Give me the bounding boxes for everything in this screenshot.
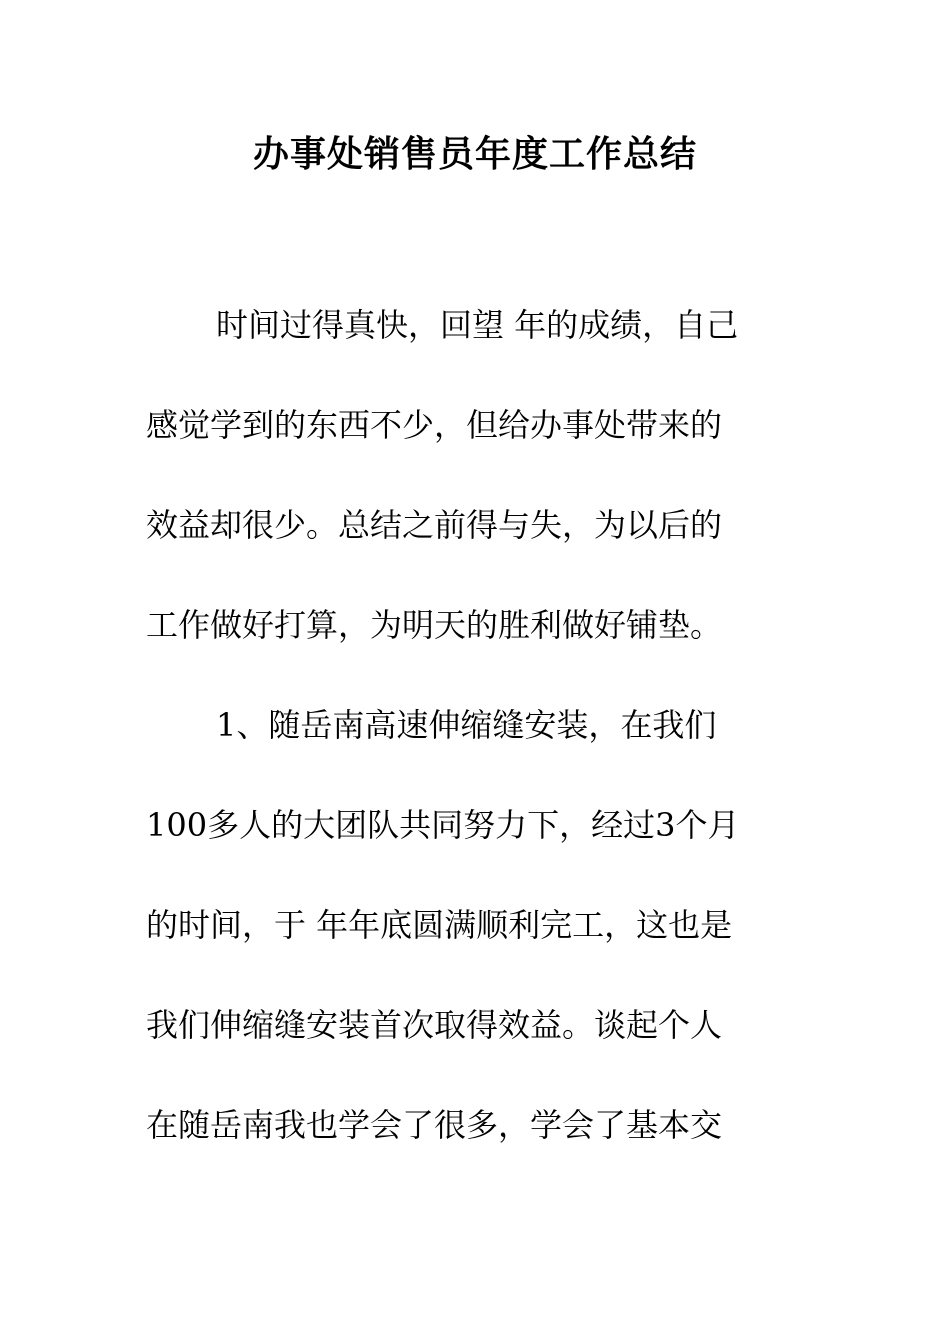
document-title: 办事处销售员年度工作总结 <box>252 133 697 175</box>
paragraph-1-line-2: 感觉学到的东西不少，但给办事处带来的 <box>146 406 723 444</box>
paragraph-1-line-3: 效益却很少。总结之前得与失，为以后的 <box>146 506 723 544</box>
paragraph-2-line-2: 100多人的大团队共同努力下，经过3个月 <box>146 806 740 844</box>
paragraph-2-line-4: 我们伸缩缝安装首次取得效益。谈起个人 <box>146 1006 723 1044</box>
paragraph-2-line-3: 的时间，于 年年底圆满顺利完工，这也是 <box>146 906 733 944</box>
paragraph-1-line-1: 时间过得真快，回望 年的成绩，自己 <box>216 306 739 344</box>
paragraph-2-line-5: 在随岳南我也学会了很多，学会了基本交 <box>146 1106 723 1144</box>
paragraph-2-line-1: 1、随岳南高速伸缩缝安装，在我们 <box>216 706 717 744</box>
paragraph-1-line-4: 工作做好打算，为明天的胜利做好铺垫。 <box>146 606 723 644</box>
